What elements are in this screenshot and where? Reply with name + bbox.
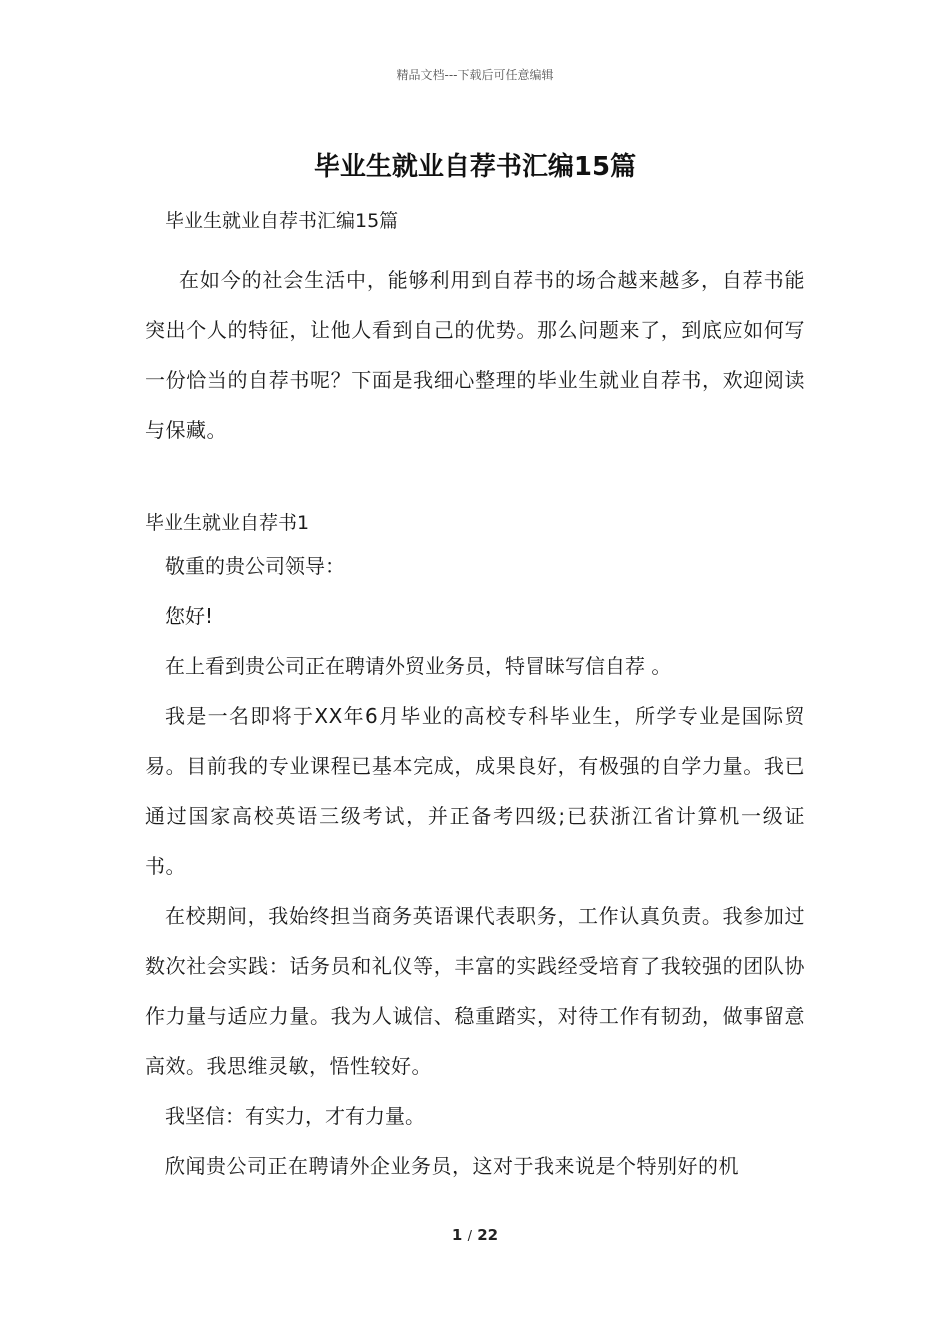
salutation: 敬重的贵公司领导： <box>165 554 345 578</box>
page-number <box>0 1226 950 1244</box>
section-heading: 毕业生就业自荐书1 <box>145 512 310 534</box>
body-paragraph-4: 我坚信：有实力，才有力量。 <box>165 1104 425 1128</box>
document-title: 毕业生就业自荐书汇编15篇 <box>313 152 637 182</box>
page-total: 22 <box>477 1226 499 1244</box>
greeting: 您好! <box>165 604 214 628</box>
body-paragraph-2: 我是一名即将于XX年6月毕业的高校专科毕业生，所学专业是国际贸易。目前我的专业课程已基本完成，成果良好，有极强的自学力量。我已通过国家高校英语三级考试，并正备考四级;已获浙江省计算机一级证书。 <box>145 704 805 878</box>
page-current: 1 <box>451 1226 463 1244</box>
body-paragraph-3: 在校期间，我始终担当商务英语课代表职务，工作认真负责。我参加过数次社会实践：话务员和礼仪等，丰富的实践经受培育了我较强的团队协作力量与适应力量。我为人诚信、稳重踏实，对待工作有韧劲，做事留意高效。我思维灵敏，悟性较好。 <box>145 904 805 1078</box>
body-paragraph-1: 在上看到贵公司正在聘请外贸业务员，特冒昧写信自荐 。 <box>165 654 672 678</box>
header-note: 精品文档---下载后可任意编辑 <box>396 68 554 82</box>
page-separator: / <box>467 1229 472 1244</box>
document-body <box>145 203 805 1191</box>
document-subtitle: 毕业生就业自荐书汇编15篇 <box>165 210 399 232</box>
body-paragraph-5: 欣闻贵公司正在聘请外企业务员，这对于我来说是个特别好的机 <box>165 1154 739 1178</box>
intro-paragraph: 在如今的社会生活中，能够利用到自荐书的场合越来越多，自荐书能突出个人的特征，让他人看到自己的优势。那么问题来了，到底应如何写一份恰当的自荐书呢？下面是我细心整理的毕业生就业自荐书，欢迎阅读与保藏。 <box>145 268 805 442</box>
